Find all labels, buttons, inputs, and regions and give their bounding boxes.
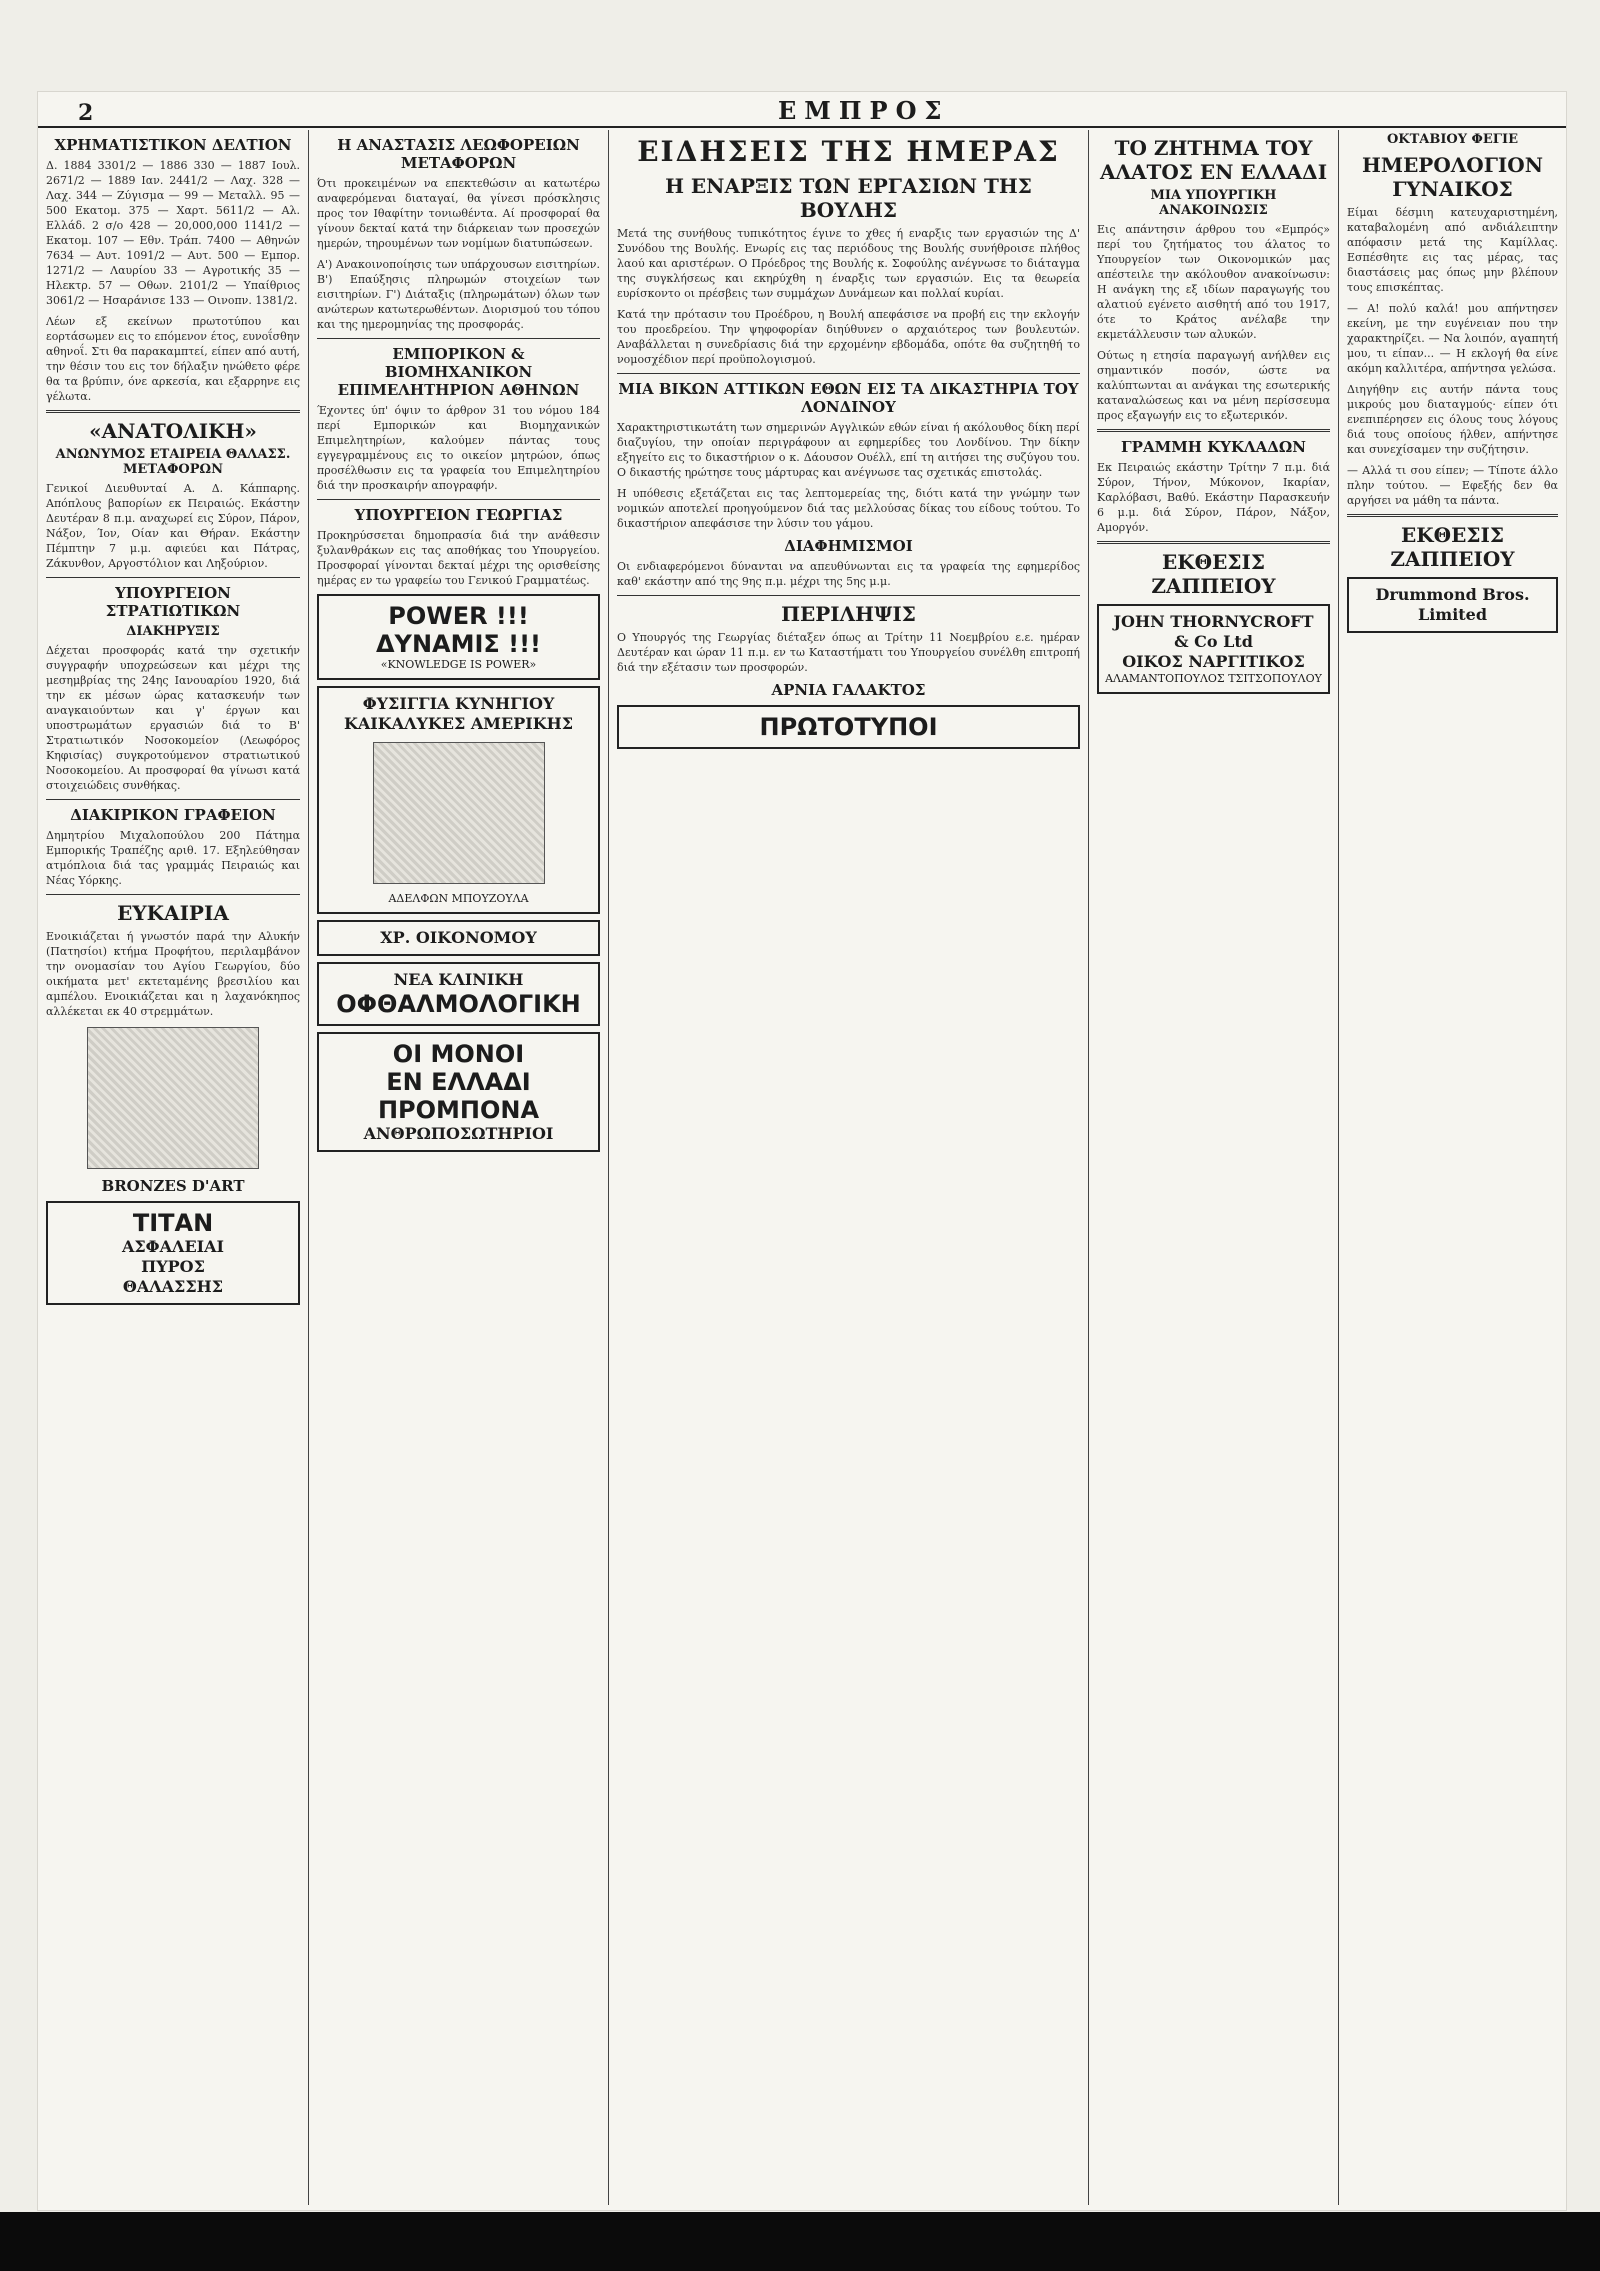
ad-doctor[interactable] [317,920,600,956]
column-4 [1088,130,1338,2205]
column-1 [38,130,308,2205]
divider [46,577,300,578]
divider [46,410,300,413]
ad-eye-clinic[interactable] [317,962,600,1026]
salt-heading: ΤΟ ΖΗΤΗΜΑ ΤΟΥ ΑΛΑΤΟΣ ΕΝ ΕΛΛΑΔΙ [1099,136,1328,184]
article-text: Είμαι δέσμιη κατευχαριστημένη, καταβαλομένη από ανδιάλειπτην απόφασιν μετά της Καμίλλας. Εσπέσθητε εις τας μέρας, τας διαστάσεις μας όπως μην βλέπουν τους επισκέπτας. [1347,206,1558,294]
article-text: Προκηρύσσεται δημοπρασία διά την ανάθεσιν ξυλανθράκων εις τας αποθήκας του Υπουργείου. Προσφοραί γίνονται δεκταί μέχρι της ορισθείσης ημέρας εν τω γραφείω του Γενικού Γραμματέως. [317,529,600,587]
ad-line: ΠΥΡΟΣ [141,1257,205,1276]
article-text: Α') Ανακοινοποίησις των υπάρχουσων εισιτηρίων. Β') Επαύξησις πληρωμών στοιχείων των εισιτηρίων. Γ') Διάταξις (πληρωμάτων) όλων των ανώτερων κατωτερωθέντων. Διορισμού του τόπου και της ημερομηνίας της προσφοράς. [317,258,600,331]
ad-pharmacy[interactable] [317,1032,600,1152]
divider [1347,514,1558,517]
ministry-heading: ΥΠΟΥΡΓΕΙΟΝ ΣΤΡΑΤΙΩΤΙΚΩΝ [105,584,241,620]
opportunity-heading: ΕΥΚΑΙΡΙΑ [117,901,229,925]
article-text: Η υπόθεσις εξετάζεται εις τας λεπτομερείας της, διότι κατά την γνώμην των νομικών αποτελεί προηγούμενον διά τας μελλούσας δίκας του είδους τούτου. Το δικαστήριον απεφάσισε την λύσιν του γάμου. [617,487,1080,530]
divider [46,894,300,895]
ad-line: Drummond Bros. Limited [1375,585,1530,624]
article-text: Διηγήθην εις αυτήν πάντα τους μικρούς μου διαταγμούς· είπεν ότι ενεπιπέρησεν εις όλους τους λόγους διά τους οποίους ήλθεν, απήντησε και συνεχίσαμεν την συζήτησιν. [1347,383,1558,456]
ad-line: «KNOWLEDGE IS POWER» [380,658,537,671]
ad-drummond[interactable] [1347,577,1558,633]
article-text: Γενικοί Διευθυνταί Α. Δ. Κάππαρης. Απόπλους βαπορίων εκ Πειραιώς. Εκάστην Δευτέραν 8 π.μ. αναχωρεί εις Σύρον, Πάρον, Νάξον, Ίον, Οίαν και Θήραν. Εκάστην Πέμπτην 7 μ.μ. αφιεύει και Πάτρας, Ζάκυνθον, Αργοστόλιον και Ληξούριον. [46,482,300,570]
illustration [87,1027,259,1169]
divider [1097,541,1330,544]
zappeion-heading: ΕΚΘΕΣΙΣ ΖΑΠΠΕΙΟΥ [1390,523,1515,571]
divider [617,595,1080,596]
chamber-heading: ΕΜΠΟΡΙΚΟΝ & ΒΙΟΜΗΧΑΝΙΚΟΝ ΕΠΙΜΕΛΗΤΗΡΙΟΝ ΑΘΗΝΩΝ [337,345,580,399]
article-text: Εκ Πειραιώς εκάστην Τρίτην 7 π.μ. διά Σύρον, Τήνον, Μύκονον, Ικαρίαν, Καρλόβασι, Βαθύ. Εκάστην Παρασκευήν 6 μ.μ. διά Σύρον, Πάρον, Νάξον, Αμοργόν. [1097,461,1330,534]
company-heading: «ΑΝΑΤΟΛΙΚΗ» [89,419,257,443]
summary-heading: ΠΕΡΙΛΗΨΙΣ [781,602,916,626]
ad-power[interactable] [317,594,600,680]
ad-title: JOHN THORNYCROFT & Co Ltd [1113,612,1314,651]
divider [617,373,1080,374]
office-heading: ΔΙΑΚΙΡΙΚΟΝ ΓΡΑΦΕΙΟΝ [70,806,276,824]
divider [317,338,600,339]
ad-thornycroft[interactable] [1097,604,1330,694]
parliament-heading: Η ΕΝΑΡΞΙΣ ΤΩΝ ΕΡΓΑΣΙΩΝ ΤΗΣ ΒΟΥΛΗΣ [665,174,1032,222]
article-text: — Α! πολύ καλά! μου απήντησεν εκείνη, με την ευγένειαν που την χαρακτηρίζει. — Να λοιπόν, αγαπητή μου, τι είπαν... — Η εκλογή θα είνε ακόμη καλλιτέρα, απήντησα γελώσα. [1347,302,1558,375]
serial-kicker: ΟΚΤΑΒΙΟΥ ΦΕΓΙΕ [1386,132,1519,147]
serial-heading: ΗΜΕΡΟΛΟΓΙΟΝ ΓΥΝΑΙΚΟΣ [1362,153,1543,201]
lambs-heading: ΑΡΝΙΑ ΓΑΛΑΚΤΟΣ [771,681,926,699]
bronze-heading: BRONZES D'ART [101,1177,245,1195]
london-courts-heading: ΜΙΑ ΒΙΚΩΝ ΑΤΤΙΚΩΝ ΕΘΩΝ ΕΙΣ ΤΑ ΔΙΚΑΣΤΗΡΙΑ ΤΟΥ ΛΟΝΔΙΝΟΥ [618,380,1079,416]
ad-line: ΕΝ ΕΛΛΑΔΙ [386,1068,531,1096]
article-text: — Αλλά τι σου είπεν; — Τίποτε άλλο πλην τούτου. — Εφεξής δεν θα αργήσει να μάθη τα πάντα. [1347,464,1558,507]
ad-big: ΟΦΘΑΛΜΟΛΟΓΙΚΗ [336,990,581,1018]
column-5 [1338,130,1566,2205]
ad-titan[interactable] [46,1201,300,1305]
ad-hunting-cartridges[interactable] [317,686,600,914]
article-text: Δημητρίου Μιχαλοπούλου 200 Πάτημα Εμπορικής Τραπέζης αριθ. 17. Εξηλεύθησαν ατμόπλοια διά τας γραμμάς Πειραιώς και Νέας Υόρκης. [46,829,300,887]
divider [317,499,600,500]
ad-title: POWER !!! [388,602,529,630]
article-text: Λέων εξ εκείνων πρωτοτύπου και εορτάσωμεν εις το επόμενον έτος, ευνοΐσθην αθηνοΐ. Στι θα παρακαμπτεί, είπεν από αυτή, την θέσιν του εις τον δήλαξιν ηνώθετο φέρε θα τα βρύπιν, όνε αρκεσία, και εξαρρηνε εις γέλωτα. [46,315,300,403]
ads-heading: ΔΙΑΦΗΜΙΣΜΟΙ [784,537,913,555]
ad-line: ΘΑΛΑΣΣΗΣ [122,1277,224,1296]
article-text: Ότι προκειμένων να επεκτεθώσιν αι κατωτέρω αναφερόμεναι διαταγαί, θα γίνεσι πρόσκλησις προς τον Ιθαφίτην τονιωθέντα. Αί προσφοραί θα γίνουν δεκταί κατά την διάρκειαν των προσεχών ημερών, τηρουμένων των νομίμων διατυπώσεων. [317,177,600,250]
article-text: Κατά την πρότασιν του Προέδρου, η Βουλή απεφάσισε να προβή εις την εκλογήν του προεδρείου. Την ψηφοφορίαν διηύθυνεν ο αρχαιότερος των βουλευτών. Αναβάλλεται η συνεδρίασις διά την ερχομένην εβδομάδα, οπότε θα συζητηθή το νομοσχέδιον περί προϋπολογισμού. [617,308,1080,366]
ad-title: ΧΡ. ΟΙΚΟΝΟΜΟΥ [380,928,537,947]
article-text: Ο Υπουργός της Γεωργίας διέταξεν όπως αι Τρίτην 11 Νοεμβρίου ε.ε. ημέραν Δευτέραν και ώραν 11 π.μ. εν τω Καταστήματι του Υπουργείου συνέλθη επιτροπή διά την εξέτασιν των προσφορών. [617,631,1080,674]
ad-title: ΤΙΤΑΝ [132,1209,214,1237]
article-text: Έχοντες ύπ' όψιν το άρθρον 31 του νόμου 184 περί Εμπορικών και Βιομηχανικών Επιμελητηρίων, καλούμεν πάντας τους εγγεγραμμένους εις το οικείον μητρώον, όπως προσέλθωσιν εις τα γραφεία του Επιμελητηρίου διά την προσκαιρήν απογραφήν. [317,404,600,492]
news-banner: ΕΙΔΗΣΕΙΣ ΤΗΣ ΗΜΕΡΑΣ [637,135,1060,168]
shipping-heading: ΓΡΑΜΜΗ ΚΥΚΛΑΔΩΝ [1121,438,1306,456]
ad-line: ΑΣΦΑΛΕΙΑΙ [121,1237,225,1256]
ad-title: ΝΕΑ ΚΛΙΝΙΚΗ [393,970,524,989]
article-text: Δ. 1884 3301/2 — 1886 330 — 1887 Ιουλ. 2671/2 — 1889 Ιαν. 2441/2 — Λαχ. 328 — Λαχ. 344 — Ζύγισμα — 99 — Μεταλλ. 95 — 500 Εκατομ. 375 — Χαρτ. 5611/2 — Αλ. Ελλάδ. 2 σ/ο 428 — 20,000,000 1141/2 — Εκατομ. 107 — Εθν. Τράπ. 7400 — Αθηνών 7634 — Αυτ. 1091/2 — Αυτ. 500 — Εμπορ. 1271/2 — Λαυρίου 33 — Αγροτικής 35 — Ηλεκτρ. 57 — Οθων. 2101/2 — Υπαίθριος 3061/2 — Ησαράνισε 133 — Οινοπν. 1381/2. [46,159,300,307]
scan-border [0,2212,1600,2271]
column-3 [608,130,1088,2205]
masthead [38,92,1566,128]
ad-line: ΑΛΑΜΑΝΤΟΠΟΥΛΟΣ ΤΣΙΤΣΟΠΟΥΛΟΥ [1105,672,1322,685]
article-text: Εις απάντησιν άρθρου του «Εμπρός» περί του ζητήματος του άλατος το Υπουργείον των Οικονομικών μας απέστειλε την ακόλουθον ανακοίνωσιν: Η ανάγκη της εξ ιδίων παραγωγής του αλατιού εγένετο αισθητή από του 1917, ότε το Κράτος ανέλαβε την εκμετάλλευσιν των αλυκών. [1097,223,1330,341]
column-2 [308,130,608,2205]
stock-bulletin-heading: ΧΡΗΜΑΤΙΣΤΙΚΟΝ ΔΕΛΤΙΟΝ [54,136,292,154]
ad-line: ΑΔΕΛΦΩΝ ΜΠΟΥΖΟΥΛΑ [388,892,529,905]
article-text: Χαρακτηριστικωτάτη των σημερινών Αγγλικών εθών είναι ή ακόλουθος δίκη περί διαζυγίου, την οποίαν περιγράφουν αι εφημερίδες του Λονδίνου. Την δίκην εξηγείτο εις το δικαστήριον ο κ. Δάουσον Ουέλλ, επί τη αιτήσει της συζύγου του. Ο δικαστής ηρώτησε τους μάρτυρας και ανέγνωσε τας σχετικάς επιστολάς. [617,421,1080,479]
ad-subtitle: ΚΑΙΚΑΛΥΚΕΣ ΑΜΕΡΙΚΗΣ [343,714,574,733]
paper-name: ΕΜΠΡΟΣ [778,96,950,125]
ad-subtitle: ΟΙΚΟΣ ΝΑΡΓΙΤΙΚΟΣ [1122,652,1305,671]
ad-line: ΠΡΟΜΠΟΝΑ [377,1096,540,1124]
article-text: Ενοικιάζεται ή γνωστόν παρά την Αλυκήν (Πατησίοι) κτήμα Προφήτου, περιλαμβάνον την ονομασίαν του Αγίου Γεωργίου, δύο οικήματα μετ' εκτεταμένης βρεσιλίου και αμπέλου. Ενοικιάζεται και η λαχανόκηπος αλλέκεται εκ 40 στρεμμάτων. [46,930,300,1018]
page-number: 2 [78,100,94,126]
ad-subtitle: ΔΥΝΑΜΙΣ !!! [375,630,541,658]
article-text: Ούτως η ετησία παραγωγή ανήλθεν εις σημαντικόν ποσόν, ώστε να καλύπτωνται αι ανάγκαι της εσωτερικής καταναλώσεως και να μένη περίσσευμα προς εξαγωγήν εις το εξωτερικόν. [1097,349,1330,422]
transport-heading: Η ΑΝΑΣΤΑΣΙΣ ΛΕΩΦΟΡΕΙΩΝ ΜΕΤΑΦΟΡΩΝ [337,136,580,172]
article-text: Δέχεται προσφοράς κατά την σχετικήν συγγραφήν υποχρεώσεων και μέχρι της μεσημβρίας της 24ης Ιανουαρίου 1920, διά την εκ μέσων ώρας κατασκευήν των αναγκαιούντων και γ' έργων και υποστρωμάτων εργασιών διά το Β' Στρατιωτικόν Νοσοκομείον (Λεωφόρος Κηφισίας) συγκροτούμενον στρατιωτικού Νοσοκομείου. Αι προσφοραί θα γίνωσι κατά στοιχειώδεις συνθήκας. [46,644,300,792]
ad-title: ΦΥΣΙΓΓΙΑ ΚΥΝΗΓΙΟΥ [362,694,555,713]
zappeion-heading: ΕΚΘΕΣΙΣ ΖΑΠΠΕΙΟΥ [1151,550,1276,598]
ad-originals[interactable] [617,705,1080,749]
ad-title: ΠΡΩΤΟΤΥΠΟΙ [759,713,938,741]
article-text: Μετά της συνήθους τυπικότητος έγινε το χθες ή εναρξις των εργασιών της Δ' Συνόδου της Βουλής. Ενωρίς εις τας περιόδους της Βουλής συνήθροισε πλήθος λαού και αριστέρων. Ο Πρόεδρος της Βουλής κ. Σοφούλης ανέγνωσε το διάταγμα της συγκλήσεως και εκηρύχθη η έναρξις των εργασιών. Εις τα θεωρεία ευρίσκοντο οι πρέσβεις των συμμάχων Δυνάμεων και πολλαί κυρίαι. [617,227,1080,300]
divider [46,799,300,800]
company-subheading: ΑΝΩΝΥΜΟΣ ΕΤΑΙΡΕΙΑ ΘΑΛΑΣΣ. ΜΕΤΑΦΟΡΩΝ [55,447,291,477]
columns [38,130,1566,2210]
salt-subheading: ΜΙΑ ΥΠΟΥΡΓΙΚΗ ΑΝΑΚΟΙΝΩΣΙΣ [1150,188,1277,218]
divider [1097,429,1330,432]
ad-illustration [373,742,545,884]
article-text: Οι ενδιαφερόμενοι δύνανται να απευθύνωνται εις τα γραφεία της εφημερίδος καθ' εκάστην από της 9ης π.μ. μέχρι της 5ης μ.μ. [617,560,1080,588]
agriculture-heading: ΥΠΟΥΡΓΕΙΟΝ ΓΕΩΡΓΙΑΣ [354,506,563,524]
notice-subheading: ΔΙΑΚΗΡΥΞΙΣ [126,624,220,639]
ad-line: ΟΙ ΜΟΝΟΙ [392,1040,525,1068]
ad-line: ΑΝΘΡΩΠΟΣΩΤΗΡΙΟΙ [363,1124,554,1143]
